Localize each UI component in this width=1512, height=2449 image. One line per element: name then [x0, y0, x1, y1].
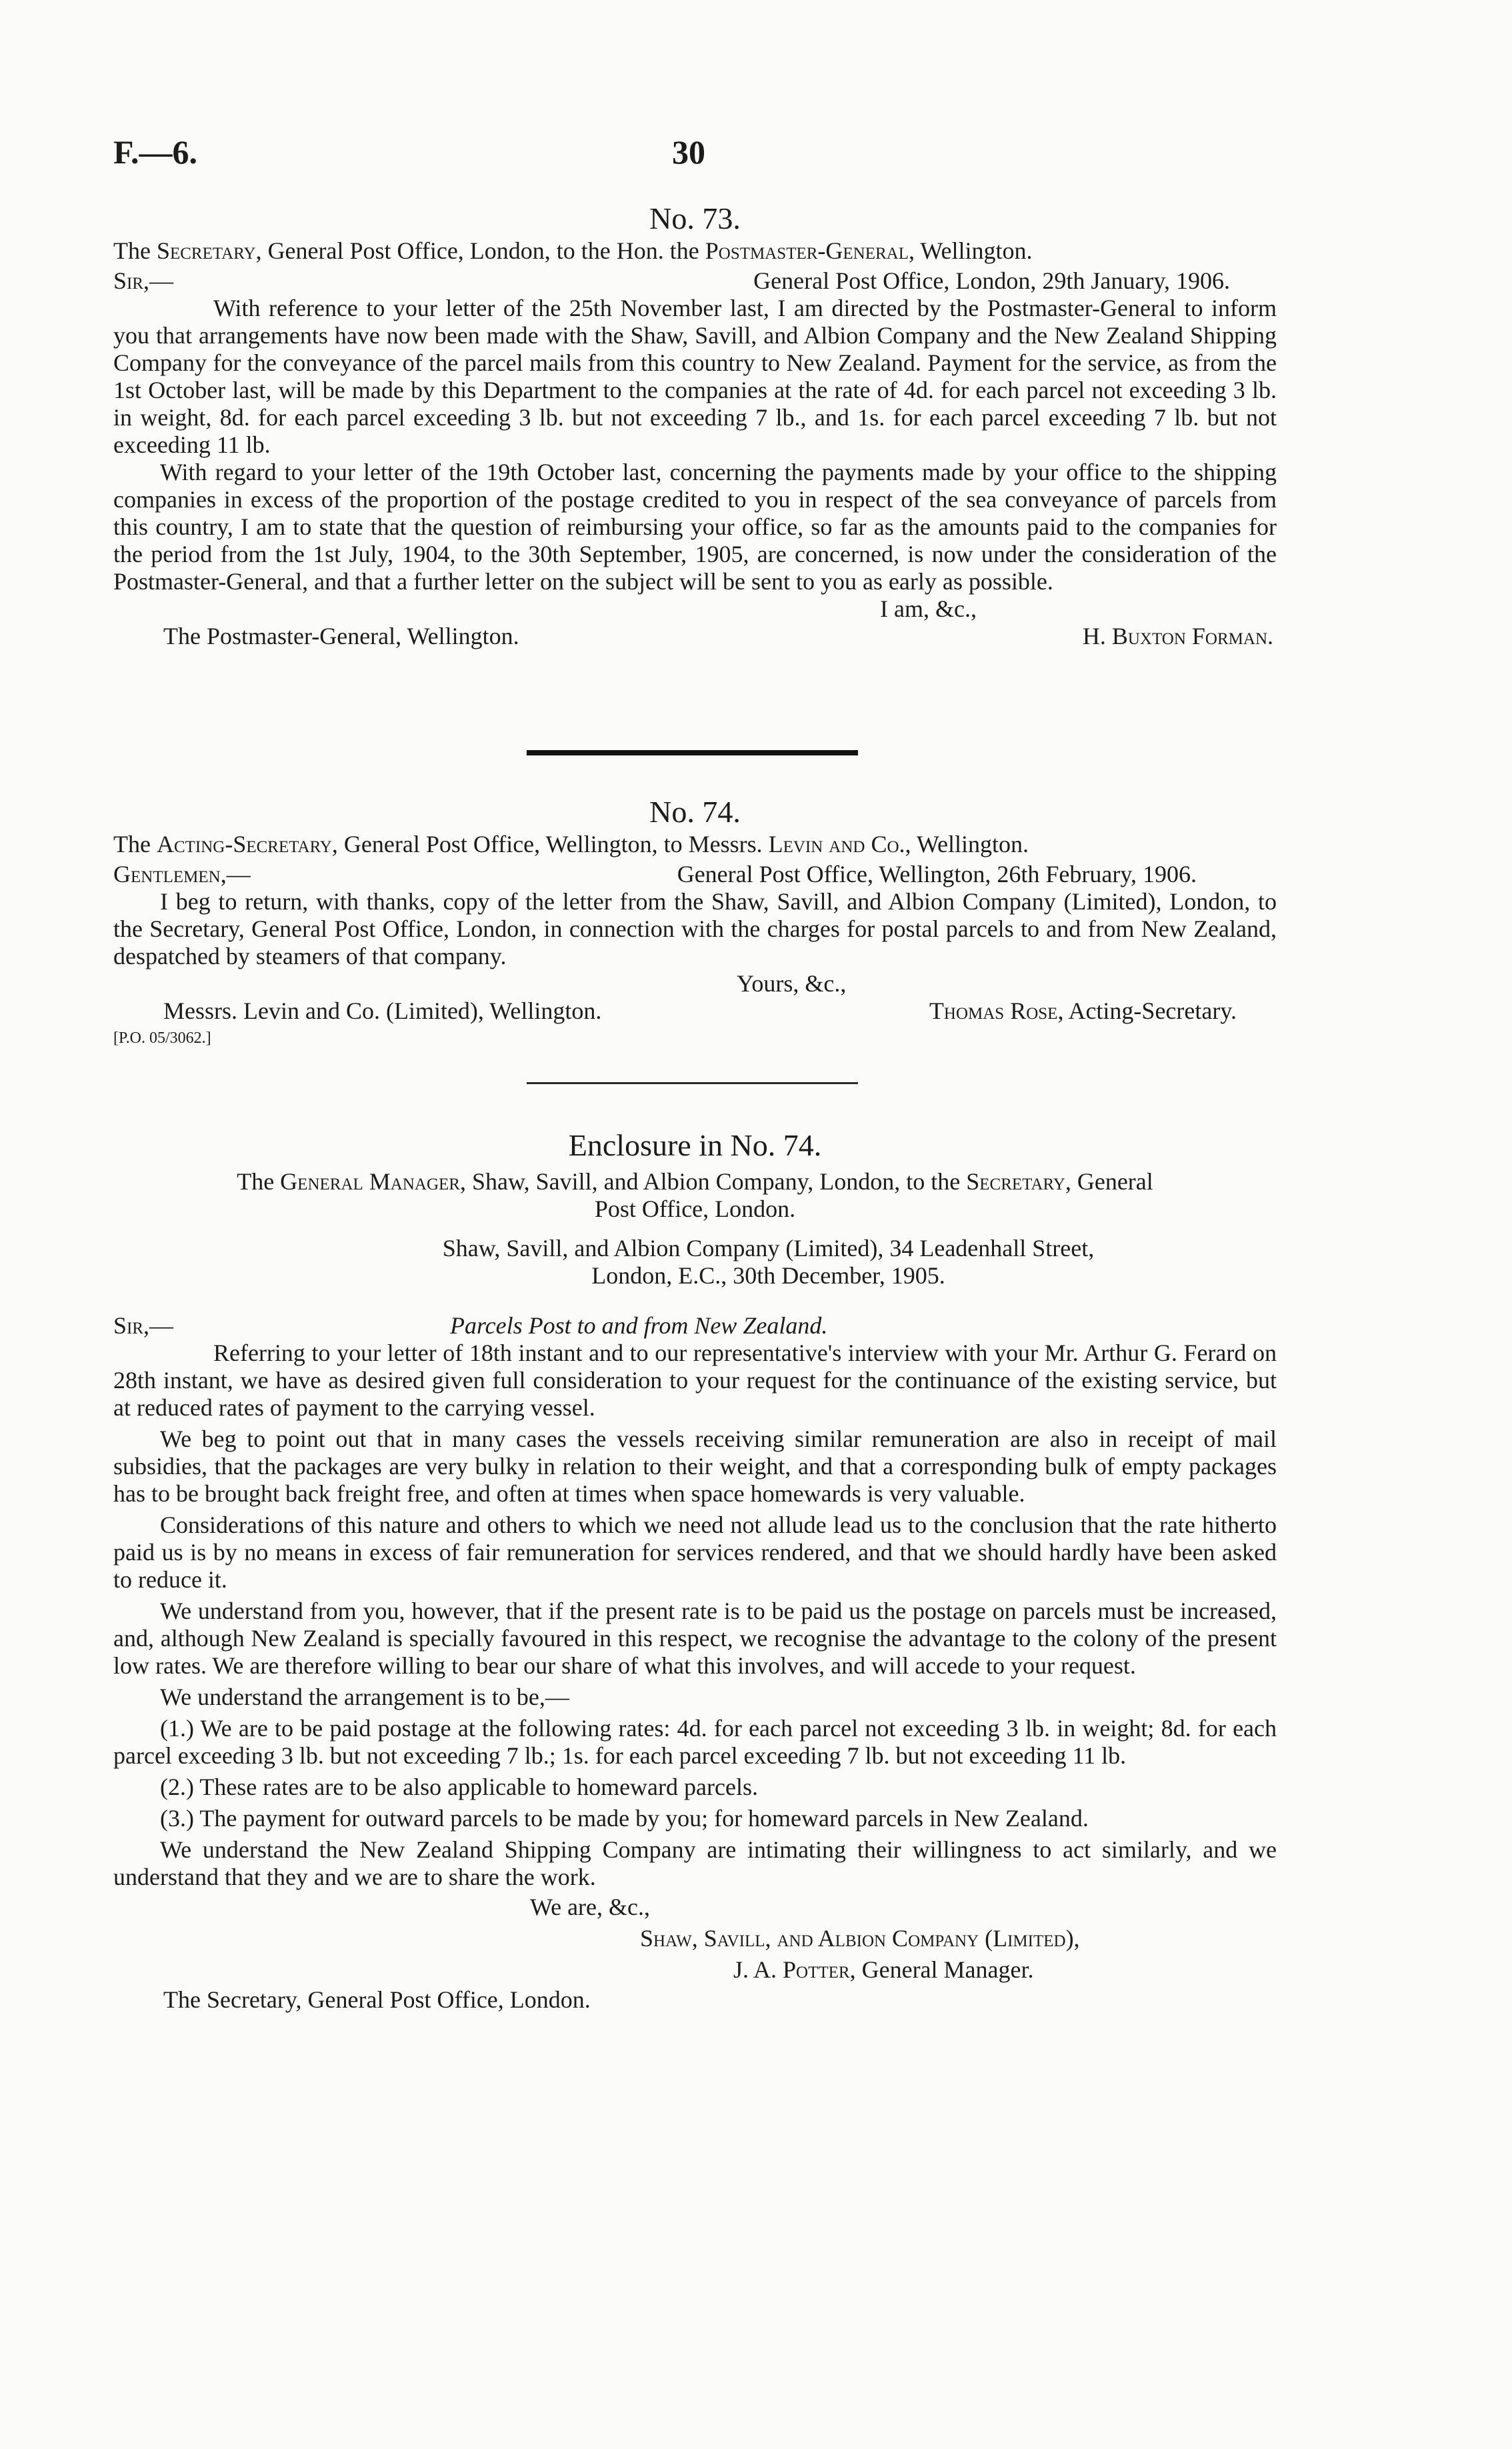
- letter-74-salutation: Gentlemen,—: [113, 861, 251, 887]
- enclosure-address: The General Manager, Shaw, Savill, and Albion Company, London, to the Secretary, General Post Office, London.: [237, 1168, 1153, 1222]
- letter-74-signature-row: [113, 997, 1277, 1025]
- letter-73-salutation-row: [113, 267, 1277, 295]
- letter-74-dateline: General Post Office, Wellington, 26th February, 1906.: [677, 861, 1197, 887]
- letter-73-signature: H. Buxton Forman.: [1082, 623, 1273, 649]
- letter-74-closing: Yours, &c.,: [737, 970, 847, 997]
- enclosure-list-item: (1.) We are to be paid postage at the following rates: 4d. for each parcel not exceeding 3 lb. in weight; 8d. for each parcel exceeding 3 lb. but not exceeding 7 lb.; 1s. for each parcel exceeding 7 lb. but not exceeding 11 lb.: [113, 1715, 1277, 1769]
- enclosure-paragraph: We understand the arrangement is to be,—: [160, 1684, 569, 1710]
- page-number: 30: [672, 133, 705, 171]
- file-reference: [P.O. 05/3062.]: [113, 1029, 211, 1047]
- letter-74-address: The Acting-Secretary, General Post Office, Wellington, to Messrs. Levin and Co., Wellington.: [113, 831, 1029, 857]
- enclosure-salutation-row: [113, 1312, 1277, 1340]
- enclosure-paragraph: We beg to point out that in many cases the vessels receiving similar remuneration are also in receipt of mail subsidies, that the packages are very bulky in relation to their weight, and that a corresponding bulk of empty packages has to be brought back freight free, and often at times when space homewards is very valuable.: [113, 1426, 1277, 1507]
- letter-73-paragraph: With reference to your letter of the 25th November last, I am directed by the Postmaster-General to inform you that arrangements have now been made with the Shaw, Savill, and Albion Company and the New Zealand Shipping Company for the conveyance of the parcel mails from this country to New Zealand. Payment for the service, as from the 1st October last, will be made by this Department to the companies at the rate of 4d. for each parcel not exceeding 3 lb. in weight, 8d. for each parcel exceeding 3 lb. but not exceeding 7 lb., and 1s. for each parcel exceeding 7 lb. but not exceeding 11 lb.: [113, 295, 1277, 458]
- enclosure-closing: We are, &c.,: [530, 1894, 650, 1920]
- letter-74-paragraph: I beg to return, with thanks, copy of the letter from the Shaw, Savill, and Albion Company (Limited), London, to the Secretary, General Post Office, London, in connection with the charges for postal parcels to and from New Zealand, despatched by steamers of that company.: [113, 888, 1277, 969]
- section-divider: [527, 750, 858, 755]
- letter-73-title: No. 73.: [649, 201, 741, 235]
- enclosure-list-item: (3.) The payment for outward parcels to be made by you; for homeward parcels in New Zealand.: [160, 1805, 1089, 1832]
- letter-74: [113, 793, 1277, 1052]
- enclosure-list-item: (2.) These rates are to be also applicable to homeward parcels.: [160, 1774, 758, 1800]
- letter-73-closing: I am, &c.,: [880, 595, 977, 622]
- letter-73-address: The Secretary, General Post Office, London, to the Hon. the Postmaster-General, Wellington.: [113, 237, 1033, 264]
- enclosure-signatory-person: J. A. Potter, General Manager.: [733, 1956, 1034, 1983]
- letter-73-paragraph: With regard to your letter of the 19th October last, concerning the payments made by your office to the shipping companies in excess of the proportion of the postage credited to you in respect of the sea conveyance of parcels from this country, I am to state that the question of reimbursing your office, so far as the amounts paid to the companies for the period from the 1st July, 1904, to the 30th September, 1905, are concerned, is now under the consideration of the Postmaster-General, and that a further letter on the subject will be sent to you as early as possible.: [113, 459, 1277, 595]
- enclosure-paragraph: Considerations of this nature and others to which we need not allude lead us to the conclusion that the rate hitherto paid us is by no means in excess of fair remuneration for services rendered, and that we should hardly have been asked to reduce it.: [113, 1512, 1277, 1593]
- section-divider: [527, 1082, 858, 1084]
- letter-73-recipient: The Postmaster-General, Wellington.: [163, 623, 519, 649]
- letter-74-recipient: Messrs. Levin and Co. (Limited), Wellington.: [163, 997, 602, 1024]
- enclosure-signatory-company: Shaw, Savill, and Albion Company (Limited),: [640, 1925, 1080, 1952]
- enclosure-salutation: Sir,—: [113, 1312, 174, 1339]
- enclosure-paragraph: We understand from you, however, that if the present rate is to be paid us the postage on parcels must be increased, and, although New Zealand is specially favoured in this respect, we recognise the advantage to the colony of the present low rates. We are therefore willing to bear our share of what this involves, and will accede to your request.: [113, 1598, 1277, 1679]
- letter-73: [113, 200, 1277, 650]
- letter-73-dateline: General Post Office, London, 29th January, 1906.: [753, 267, 1230, 294]
- letter-74-title: No. 74.: [649, 795, 741, 829]
- letter-73-salutation: Sir,—: [113, 267, 174, 294]
- letter-74-signature: Thomas Rose, Acting-Secretary.: [929, 997, 1237, 1024]
- enclosure-title: Enclosure in No. 74.: [568, 1128, 822, 1162]
- enclosure-paragraph: Referring to your letter of 18th instant and to our representative's interview with your Mr. Arthur G. Ferard on 28th instant, we have as desired given full consideration to your request for the continuance of the existing service, but at reduced rates of payment to the carrying vessel.: [113, 1340, 1277, 1421]
- letter-73-signature-row: [113, 623, 1277, 650]
- letter-74-salutation-row: [113, 861, 1277, 888]
- enclosure-74: [113, 1127, 1277, 2014]
- enclosure-subject: Parcels Post to and from New Zealand.: [450, 1312, 828, 1339]
- document-reference: F.—6.: [113, 133, 197, 171]
- enclosure-sender-address: Shaw, Savill, and Albion Company (Limited), 34 Leadenhall Street, London, E.C., 30th December, 1905.: [442, 1235, 1095, 1289]
- enclosure-paragraph: We understand the New Zealand Shipping Company are intimating their willingness to act similarly, and we understand that they and we are to share the work.: [113, 1836, 1277, 1890]
- enclosure-recipient: The Secretary, General Post Office, London.: [163, 1986, 591, 2013]
